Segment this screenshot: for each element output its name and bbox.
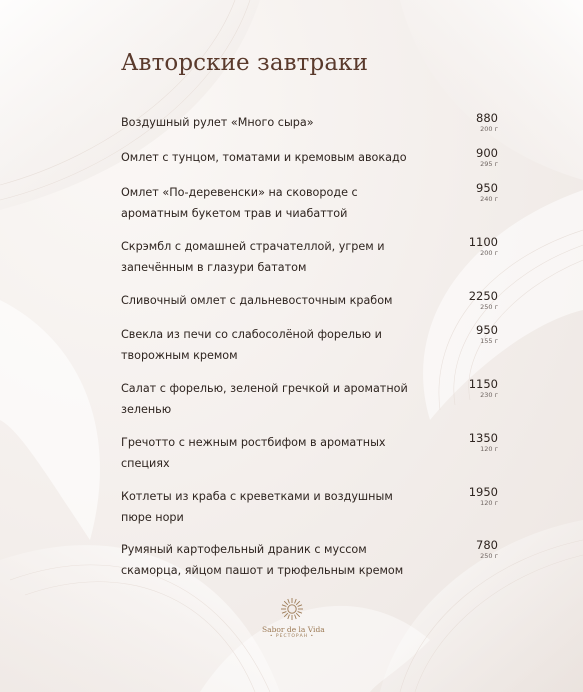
logo-subtitle: • РЕСТОРАН • [269, 634, 315, 639]
menu-item [121, 112, 498, 134]
dish-weight: 230 г [480, 391, 498, 399]
dish-name: Свекла из печи со слабосолёной форелью и творожным кремом [121, 328, 382, 362]
menu-item [121, 290, 498, 312]
dish-price: 900 [476, 146, 498, 160]
price-block [458, 324, 498, 346]
dish-name: Румяный картофельный драник с муссом скаморца, яйцом пашот и трюфельным кремом [121, 543, 404, 577]
logo-wordmark: Sabor de la Vida [262, 625, 325, 634]
dish-price: 950 [476, 181, 498, 195]
dish-weight: 120 г [480, 445, 498, 453]
dish-weight: 155 г [480, 337, 498, 345]
price-block [458, 147, 498, 169]
price-block [458, 236, 498, 258]
dish-name: Омлет «По-деревенски» на сковороде с ароматным букетом трав и чиабаттой [121, 186, 358, 220]
price-block [458, 432, 498, 454]
dish-price: 1350 [468, 431, 498, 445]
dish-name: Сливочный омлет с дальневосточным крабом [121, 294, 393, 307]
dish-name: Омлет с тунцом, томатами и кремовым авокадо [121, 151, 407, 164]
price-block [458, 290, 498, 312]
menu-item [121, 378, 498, 420]
dish-name: Гречотто с нежным ростбифом в ароматных специях [121, 436, 386, 470]
menu-item [121, 182, 498, 224]
dish-weight: 240 г [480, 195, 498, 203]
dish-price: 1950 [468, 485, 498, 499]
dish-name: Котлеты из краба с креветками и воздушным пюре нори [121, 490, 393, 524]
menu-item [121, 486, 498, 528]
dish-name: Скрэмбл с домашней страчателлой, угрем и запечённым в глазури бататом [121, 240, 385, 274]
dish-weight: 250 г [480, 552, 498, 560]
dish-weight: 120 г [480, 499, 498, 507]
dish-name: Салат с форелью, зеленой гречкой и ароматной зеленью [121, 382, 408, 416]
dish-weight: 295 г [480, 160, 498, 168]
page-title: Авторские завтраки [121, 50, 369, 76]
menu-item [121, 236, 498, 278]
price-block [458, 486, 498, 508]
dish-weight: 200 г [480, 125, 498, 133]
dish-weight: 250 г [480, 303, 498, 311]
price-block [458, 182, 498, 204]
dish-price: 1150 [468, 377, 498, 391]
restaurant-logo [262, 597, 325, 639]
dish-price: 880 [476, 111, 498, 125]
menu-list [121, 112, 498, 581]
menu-item [121, 432, 498, 474]
sun-emblem-icon [280, 597, 304, 621]
price-block [458, 378, 498, 400]
menu-item [121, 147, 498, 169]
dish-weight: 200 г [480, 249, 498, 257]
dish-price: 2250 [468, 289, 498, 303]
dish-name: Воздушный рулет «Много сыра» [121, 116, 314, 129]
price-block [458, 539, 498, 561]
dish-price: 780 [476, 538, 498, 552]
menu-item [121, 539, 498, 581]
dish-price: 950 [476, 323, 498, 337]
price-block [458, 112, 498, 134]
menu-item [121, 324, 498, 366]
dish-price: 1100 [468, 235, 498, 249]
